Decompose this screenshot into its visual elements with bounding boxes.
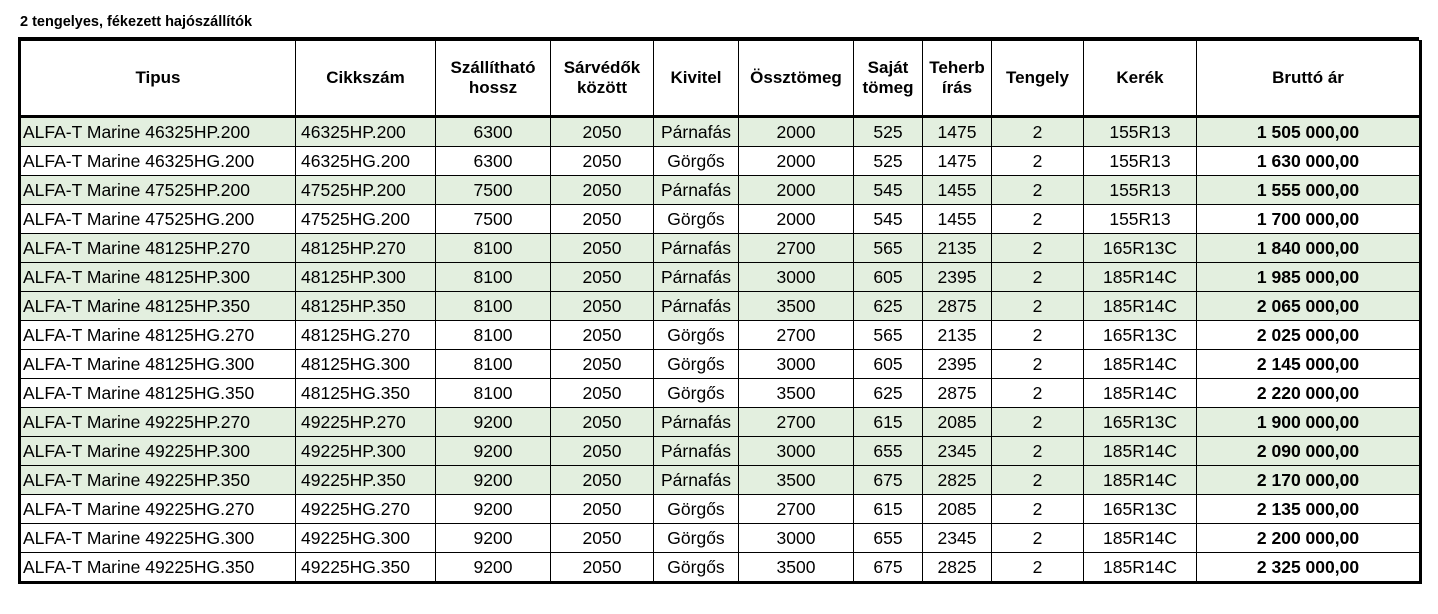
header-own-weight: Saját tömeg bbox=[854, 41, 923, 117]
wheel-cell: 155R13 bbox=[1084, 176, 1197, 205]
type-cell: ALFA-T Marine 48125HG.300 bbox=[20, 350, 296, 379]
wheel-cell: 165R13C bbox=[1084, 495, 1197, 524]
fender-gap-cell: 2050 bbox=[551, 147, 654, 176]
type-cell: ALFA-T Marine 46325HG.200 bbox=[20, 147, 296, 176]
design-cell: Párnafás bbox=[654, 408, 739, 437]
axle-cell: 2 bbox=[992, 263, 1084, 292]
axle-cell: 2 bbox=[992, 147, 1084, 176]
price-cell: 1 555 000,00 bbox=[1197, 176, 1421, 205]
axle-cell: 2 bbox=[992, 408, 1084, 437]
load-capacity-cell: 2085 bbox=[923, 495, 992, 524]
length-cell: 6300 bbox=[436, 117, 551, 147]
table-row bbox=[20, 466, 1421, 495]
table-row bbox=[20, 205, 1421, 234]
load-capacity-cell: 2395 bbox=[923, 263, 992, 292]
total-weight-cell: 3500 bbox=[739, 466, 854, 495]
table-row bbox=[20, 495, 1421, 524]
total-weight-cell: 3000 bbox=[739, 263, 854, 292]
load-capacity-cell: 2875 bbox=[923, 379, 992, 408]
item-number-cell: 48125HP.350 bbox=[296, 292, 436, 321]
table-row bbox=[20, 234, 1421, 263]
own-weight-cell: 525 bbox=[854, 117, 923, 147]
table-row bbox=[20, 292, 1421, 321]
wheel-cell: 185R14C bbox=[1084, 437, 1197, 466]
table-row bbox=[20, 176, 1421, 205]
item-number-cell: 49225HG.300 bbox=[296, 524, 436, 553]
total-weight-cell: 2000 bbox=[739, 147, 854, 176]
price-cell: 1 630 000,00 bbox=[1197, 147, 1421, 176]
total-weight-cell: 2700 bbox=[739, 408, 854, 437]
own-weight-cell: 655 bbox=[854, 524, 923, 553]
design-cell: Párnafás bbox=[654, 263, 739, 292]
load-capacity-cell: 2825 bbox=[923, 466, 992, 495]
total-weight-cell: 3000 bbox=[739, 350, 854, 379]
price-cell: 2 325 000,00 bbox=[1197, 553, 1421, 583]
fender-gap-cell: 2050 bbox=[551, 466, 654, 495]
item-number-cell: 48125HG.270 bbox=[296, 321, 436, 350]
fender-gap-cell: 2050 bbox=[551, 408, 654, 437]
wheel-cell: 185R14C bbox=[1084, 379, 1197, 408]
item-number-cell: 46325HP.200 bbox=[296, 117, 436, 147]
wheel-cell: 185R14C bbox=[1084, 263, 1197, 292]
fender-gap-cell: 2050 bbox=[551, 292, 654, 321]
type-cell: ALFA-T Marine 48125HG.270 bbox=[20, 321, 296, 350]
load-capacity-cell: 2345 bbox=[923, 524, 992, 553]
design-cell: Párnafás bbox=[654, 466, 739, 495]
axle-cell: 2 bbox=[992, 466, 1084, 495]
header-gross-price: Bruttó ár bbox=[1197, 41, 1421, 117]
total-weight-cell: 2700 bbox=[739, 495, 854, 524]
length-cell: 9200 bbox=[436, 437, 551, 466]
wheel-cell: 185R14C bbox=[1084, 350, 1197, 379]
design-cell: Görgős bbox=[654, 205, 739, 234]
price-cell: 2 145 000,00 bbox=[1197, 350, 1421, 379]
header-row bbox=[20, 41, 1421, 117]
own-weight-cell: 525 bbox=[854, 147, 923, 176]
length-cell: 9200 bbox=[436, 553, 551, 583]
total-weight-cell: 2000 bbox=[739, 176, 854, 205]
item-number-cell: 46325HG.200 bbox=[296, 147, 436, 176]
length-cell: 7500 bbox=[436, 176, 551, 205]
own-weight-cell: 675 bbox=[854, 553, 923, 583]
fender-gap-cell: 2050 bbox=[551, 495, 654, 524]
own-weight-cell: 625 bbox=[854, 379, 923, 408]
own-weight-cell: 545 bbox=[854, 176, 923, 205]
design-cell: Görgős bbox=[654, 495, 739, 524]
axle-cell: 2 bbox=[992, 495, 1084, 524]
load-capacity-cell: 2135 bbox=[923, 234, 992, 263]
table-row bbox=[20, 524, 1421, 553]
wheel-cell: 165R13C bbox=[1084, 408, 1197, 437]
length-cell: 9200 bbox=[436, 466, 551, 495]
type-cell: ALFA-T Marine 49225HP.350 bbox=[20, 466, 296, 495]
item-number-cell: 49225HG.270 bbox=[296, 495, 436, 524]
design-cell: Görgős bbox=[654, 147, 739, 176]
type-cell: ALFA-T Marine 49225HP.270 bbox=[20, 408, 296, 437]
price-cell: 2 170 000,00 bbox=[1197, 466, 1421, 495]
total-weight-cell: 2700 bbox=[739, 234, 854, 263]
header-transportable-length: Szállítható hossz bbox=[436, 41, 551, 117]
own-weight-cell: 565 bbox=[854, 234, 923, 263]
wheel-cell: 155R13 bbox=[1084, 205, 1197, 234]
load-capacity-cell: 2875 bbox=[923, 292, 992, 321]
axle-cell: 2 bbox=[992, 524, 1084, 553]
header-axle: Tengely bbox=[992, 41, 1084, 117]
item-number-cell: 49225HP.300 bbox=[296, 437, 436, 466]
total-weight-cell: 2700 bbox=[739, 321, 854, 350]
fender-gap-cell: 2050 bbox=[551, 379, 654, 408]
fender-gap-cell: 2050 bbox=[551, 117, 654, 147]
load-capacity-cell: 2345 bbox=[923, 437, 992, 466]
type-cell: ALFA-T Marine 49225HG.300 bbox=[20, 524, 296, 553]
fender-gap-cell: 2050 bbox=[551, 524, 654, 553]
load-capacity-cell: 1455 bbox=[923, 205, 992, 234]
axle-cell: 2 bbox=[992, 176, 1084, 205]
length-cell: 9200 bbox=[436, 495, 551, 524]
axle-cell: 2 bbox=[992, 292, 1084, 321]
length-cell: 7500 bbox=[436, 205, 551, 234]
table-row bbox=[20, 147, 1421, 176]
price-cell: 2 200 000,00 bbox=[1197, 524, 1421, 553]
fender-gap-cell: 2050 bbox=[551, 176, 654, 205]
load-capacity-cell: 2085 bbox=[923, 408, 992, 437]
header-between-fenders: Sárvédők között bbox=[551, 41, 654, 117]
fender-gap-cell: 2050 bbox=[551, 205, 654, 234]
axle-cell: 2 bbox=[992, 205, 1084, 234]
axle-cell: 2 bbox=[992, 379, 1084, 408]
table-row bbox=[20, 321, 1421, 350]
header-item-number: Cikkszám bbox=[296, 41, 436, 117]
load-capacity-cell: 2395 bbox=[923, 350, 992, 379]
axle-cell: 2 bbox=[992, 234, 1084, 263]
axle-cell: 2 bbox=[992, 437, 1084, 466]
price-cell: 1 985 000,00 bbox=[1197, 263, 1421, 292]
item-number-cell: 48125HG.300 bbox=[296, 350, 436, 379]
page-title: 2 tengelyes, fékezett hajószállítók bbox=[20, 14, 253, 30]
price-cell: 1 700 000,00 bbox=[1197, 205, 1421, 234]
load-capacity-cell: 1475 bbox=[923, 147, 992, 176]
total-weight-cell: 3000 bbox=[739, 524, 854, 553]
total-weight-cell: 2000 bbox=[739, 205, 854, 234]
design-cell: Párnafás bbox=[654, 117, 739, 147]
fender-gap-cell: 2050 bbox=[551, 263, 654, 292]
own-weight-cell: 675 bbox=[854, 466, 923, 495]
type-cell: ALFA-T Marine 48125HP.300 bbox=[20, 263, 296, 292]
own-weight-cell: 615 bbox=[854, 408, 923, 437]
fender-gap-cell: 2050 bbox=[551, 234, 654, 263]
price-cell: 2 090 000,00 bbox=[1197, 437, 1421, 466]
own-weight-cell: 625 bbox=[854, 292, 923, 321]
type-cell: ALFA-T Marine 49225HP.300 bbox=[20, 437, 296, 466]
design-cell: Görgős bbox=[654, 379, 739, 408]
total-weight-cell: 2000 bbox=[739, 117, 854, 147]
length-cell: 8100 bbox=[436, 292, 551, 321]
header-total-weight: Össztömeg bbox=[739, 41, 854, 117]
length-cell: 8100 bbox=[436, 263, 551, 292]
fender-gap-cell: 2050 bbox=[551, 321, 654, 350]
header-design: Kivitel bbox=[654, 41, 739, 117]
item-number-cell: 48125HP.300 bbox=[296, 263, 436, 292]
design-cell: Görgős bbox=[654, 350, 739, 379]
header-load-capacity: Teherb írás bbox=[923, 41, 992, 117]
price-cell: 2 065 000,00 bbox=[1197, 292, 1421, 321]
type-cell: ALFA-T Marine 48125HP.270 bbox=[20, 234, 296, 263]
wheel-cell: 185R14C bbox=[1084, 466, 1197, 495]
length-cell: 9200 bbox=[436, 408, 551, 437]
length-cell: 8100 bbox=[436, 350, 551, 379]
length-cell: 6300 bbox=[436, 147, 551, 176]
table-row bbox=[20, 117, 1421, 147]
axle-cell: 2 bbox=[992, 321, 1084, 350]
table-body bbox=[20, 117, 1421, 583]
item-number-cell: 47525HG.200 bbox=[296, 205, 436, 234]
header-type: Tipus bbox=[20, 41, 296, 117]
table-row bbox=[20, 379, 1421, 408]
own-weight-cell: 605 bbox=[854, 263, 923, 292]
axle-cell: 2 bbox=[992, 553, 1084, 583]
price-cell: 1 900 000,00 bbox=[1197, 408, 1421, 437]
item-number-cell: 48125HP.270 bbox=[296, 234, 436, 263]
table-row bbox=[20, 350, 1421, 379]
axle-cell: 2 bbox=[992, 350, 1084, 379]
design-cell: Párnafás bbox=[654, 176, 739, 205]
own-weight-cell: 545 bbox=[854, 205, 923, 234]
fender-gap-cell: 2050 bbox=[551, 350, 654, 379]
load-capacity-cell: 2135 bbox=[923, 321, 992, 350]
price-cell: 2 025 000,00 bbox=[1197, 321, 1421, 350]
axle-cell: 2 bbox=[992, 117, 1084, 147]
wheel-cell: 165R13C bbox=[1084, 234, 1197, 263]
load-capacity-cell: 1455 bbox=[923, 176, 992, 205]
design-cell: Görgős bbox=[654, 553, 739, 583]
own-weight-cell: 605 bbox=[854, 350, 923, 379]
wheel-cell: 155R13 bbox=[1084, 147, 1197, 176]
design-cell: Görgős bbox=[654, 321, 739, 350]
own-weight-cell: 655 bbox=[854, 437, 923, 466]
table-row bbox=[20, 553, 1421, 583]
length-cell: 8100 bbox=[436, 321, 551, 350]
type-cell: ALFA-T Marine 47525HG.200 bbox=[20, 205, 296, 234]
price-table bbox=[18, 40, 1422, 584]
price-cell: 2 135 000,00 bbox=[1197, 495, 1421, 524]
total-weight-cell: 3500 bbox=[739, 292, 854, 321]
fender-gap-cell: 2050 bbox=[551, 437, 654, 466]
table-row bbox=[20, 263, 1421, 292]
own-weight-cell: 565 bbox=[854, 321, 923, 350]
type-cell: ALFA-T Marine 48125HP.350 bbox=[20, 292, 296, 321]
item-number-cell: 48125HG.350 bbox=[296, 379, 436, 408]
item-number-cell: 49225HP.350 bbox=[296, 466, 436, 495]
type-cell: ALFA-T Marine 47525HP.200 bbox=[20, 176, 296, 205]
type-cell: ALFA-T Marine 46325HP.200 bbox=[20, 117, 296, 147]
length-cell: 8100 bbox=[436, 379, 551, 408]
load-capacity-cell: 2825 bbox=[923, 553, 992, 583]
wheel-cell: 185R14C bbox=[1084, 292, 1197, 321]
price-cell: 1 505 000,00 bbox=[1197, 117, 1421, 147]
table-row bbox=[20, 437, 1421, 466]
design-cell: Görgős bbox=[654, 524, 739, 553]
wheel-cell: 155R13 bbox=[1084, 117, 1197, 147]
price-cell: 2 220 000,00 bbox=[1197, 379, 1421, 408]
wheel-cell: 185R14C bbox=[1084, 553, 1197, 583]
item-number-cell: 49225HG.350 bbox=[296, 553, 436, 583]
item-number-cell: 47525HP.200 bbox=[296, 176, 436, 205]
wheel-cell: 165R13C bbox=[1084, 321, 1197, 350]
wheel-cell: 185R14C bbox=[1084, 524, 1197, 553]
type-cell: ALFA-T Marine 49225HG.270 bbox=[20, 495, 296, 524]
design-cell: Párnafás bbox=[654, 292, 739, 321]
type-cell: ALFA-T Marine 49225HG.350 bbox=[20, 553, 296, 583]
own-weight-cell: 615 bbox=[854, 495, 923, 524]
price-cell: 1 840 000,00 bbox=[1197, 234, 1421, 263]
length-cell: 8100 bbox=[436, 234, 551, 263]
design-cell: Párnafás bbox=[654, 234, 739, 263]
table-row bbox=[20, 408, 1421, 437]
type-cell: ALFA-T Marine 48125HG.350 bbox=[20, 379, 296, 408]
length-cell: 9200 bbox=[436, 524, 551, 553]
fender-gap-cell: 2050 bbox=[551, 553, 654, 583]
total-weight-cell: 3500 bbox=[739, 553, 854, 583]
header-wheel: Kerék bbox=[1084, 41, 1197, 117]
total-weight-cell: 3000 bbox=[739, 437, 854, 466]
load-capacity-cell: 1475 bbox=[923, 117, 992, 147]
design-cell: Párnafás bbox=[654, 437, 739, 466]
total-weight-cell: 3500 bbox=[739, 379, 854, 408]
item-number-cell: 49225HP.270 bbox=[296, 408, 436, 437]
